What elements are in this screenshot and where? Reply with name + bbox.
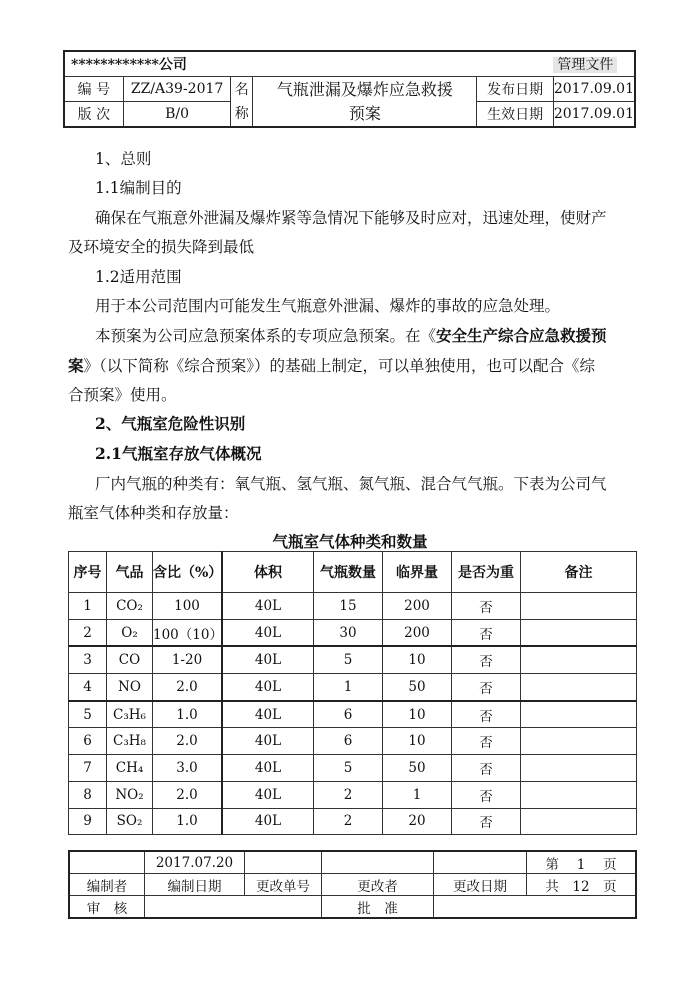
table-cell: 5 bbox=[69, 701, 107, 728]
name-label: 名称 bbox=[231, 77, 253, 128]
document-footer-table bbox=[68, 850, 637, 919]
gas-table-header: 含比（%） bbox=[153, 552, 223, 593]
paragraph-plan-line1: 本预案为公司应急预案体系的专项应急预案。在《安全生产综合应急救援预 bbox=[95, 326, 607, 345]
table-cell: 3.0 bbox=[153, 755, 223, 782]
table-cell: 2 bbox=[314, 808, 383, 835]
version-value: B/0 bbox=[123, 102, 231, 128]
table-cell: 50 bbox=[383, 674, 452, 701]
paragraph-gases-line1: 厂内气瓶的种类有：氧气瓶、氢气瓶、氮气瓶、混合气气瓶。下表为公司气 bbox=[95, 475, 607, 493]
approve-value bbox=[434, 896, 637, 919]
effective-date-label: 生效日期 bbox=[477, 102, 553, 128]
doc-type-label: 管理文件 bbox=[553, 57, 617, 73]
table-cell: 否 bbox=[452, 674, 521, 701]
publish-date: 2017.09.01 bbox=[553, 77, 635, 102]
table-cell: NO₂ bbox=[107, 781, 153, 808]
section-2-heading: 2、气瓶室危险性识别 bbox=[95, 414, 246, 433]
table-cell: 100 bbox=[153, 593, 223, 620]
company-name: ************公司 bbox=[64, 51, 553, 77]
table-row bbox=[69, 728, 637, 755]
table-cell bbox=[521, 674, 637, 701]
code-value: ZZ/A39-2017 bbox=[123, 77, 231, 102]
compile-date-label: 编制日期 bbox=[145, 874, 245, 896]
table-cell: 40L bbox=[222, 808, 314, 835]
table-cell: 6 bbox=[314, 701, 383, 728]
gas-table-header: 是否为重 bbox=[452, 552, 521, 593]
table-cell bbox=[521, 619, 637, 646]
table-cell: 3 bbox=[69, 646, 107, 673]
effective-date: 2017.09.01 bbox=[553, 102, 635, 128]
publish-date-label: 发布日期 bbox=[477, 77, 553, 102]
version-label: 版 次 bbox=[64, 102, 123, 128]
table-cell: CO bbox=[107, 646, 153, 673]
table-cell bbox=[521, 646, 637, 673]
paragraph-scope: 用于本公司范围内可能发生气瓶意外泄漏、爆炸的事故的应急处理。 bbox=[95, 297, 561, 315]
paragraph-gases-line2: 瓶室气体种类和存放量： bbox=[68, 504, 239, 522]
table-cell: 10 bbox=[383, 646, 452, 673]
table-cell: 2.0 bbox=[153, 728, 223, 755]
table-row bbox=[69, 593, 637, 620]
changer-label: 更改者 bbox=[322, 874, 434, 896]
table-cell: CO₂ bbox=[107, 593, 153, 620]
table-cell: 9 bbox=[69, 808, 107, 835]
paragraph-plan-line2: 案》（以下简称《综合预案》）的基础上制定，可以单独使用，也可以配合《综 bbox=[68, 356, 596, 375]
paragraph-plan-line3: 合预案》使用。 bbox=[68, 386, 177, 404]
review-label: 审 核 bbox=[69, 896, 145, 919]
referenced-plan-title: 安全生产综合应急救援预 bbox=[436, 326, 607, 345]
document-header-table bbox=[63, 50, 636, 128]
section-2-1-heading: 2.1气瓶室存放气体概况 bbox=[95, 444, 262, 463]
table-cell: 20 bbox=[383, 808, 452, 835]
table-cell: 否 bbox=[452, 755, 521, 782]
gas-table bbox=[68, 551, 637, 835]
table-cell: 1.0 bbox=[153, 808, 223, 835]
table-cell: 40L bbox=[222, 701, 314, 728]
page-current: 第 1 页 bbox=[527, 851, 637, 874]
table-cell: 2.0 bbox=[153, 781, 223, 808]
table-cell: NO bbox=[107, 674, 153, 701]
table-cell: 40L bbox=[222, 674, 314, 701]
table-cell: 否 bbox=[452, 619, 521, 646]
table-cell: 40L bbox=[222, 619, 314, 646]
table-cell: 1 bbox=[383, 781, 452, 808]
table-cell: 2 bbox=[69, 619, 107, 646]
table-cell: 否 bbox=[452, 781, 521, 808]
table-cell: O₂ bbox=[107, 619, 153, 646]
table-cell: 2.0 bbox=[153, 674, 223, 701]
gas-table-header: 备注 bbox=[521, 552, 637, 593]
table-cell: 6 bbox=[314, 728, 383, 755]
table-cell: 6 bbox=[69, 728, 107, 755]
table-cell: 200 bbox=[383, 593, 452, 620]
table-row bbox=[69, 619, 637, 646]
table-cell bbox=[521, 755, 637, 782]
table-cell bbox=[521, 808, 637, 835]
table-cell: 2 bbox=[314, 781, 383, 808]
change-date-label: 更改日期 bbox=[434, 874, 527, 896]
table-cell: 1.0 bbox=[153, 701, 223, 728]
table-cell bbox=[521, 781, 637, 808]
table-cell: 40L bbox=[222, 646, 314, 673]
table-cell: 15 bbox=[314, 593, 383, 620]
table-cell: 5 bbox=[314, 646, 383, 673]
table-cell: SO₂ bbox=[107, 808, 153, 835]
approve-label: 批 准 bbox=[322, 896, 434, 919]
gas-table-header: 临界量 bbox=[383, 552, 452, 593]
table-cell: C₃H₆ bbox=[107, 701, 153, 728]
table-cell bbox=[521, 701, 637, 728]
table-cell: 10 bbox=[383, 701, 452, 728]
table-row bbox=[69, 755, 637, 782]
table-cell: 1-20 bbox=[153, 646, 223, 673]
table-cell: C₃H₈ bbox=[107, 728, 153, 755]
gas-table-header: 序号 bbox=[69, 552, 107, 593]
table-row bbox=[69, 701, 637, 728]
table-cell: 否 bbox=[452, 593, 521, 620]
table-cell: 100（10） bbox=[153, 619, 223, 646]
table-cell: CH₄ bbox=[107, 755, 153, 782]
table-cell: 7 bbox=[69, 755, 107, 782]
table-cell bbox=[521, 593, 637, 620]
table-cell: 4 bbox=[69, 674, 107, 701]
table-cell: 40L bbox=[222, 781, 314, 808]
compile-date: 2017.07.20 bbox=[145, 851, 245, 874]
table-cell: 40L bbox=[222, 755, 314, 782]
table-cell: 1 bbox=[69, 593, 107, 620]
table-cell: 5 bbox=[314, 755, 383, 782]
gas-table-header: 气品 bbox=[107, 552, 153, 593]
review-value bbox=[145, 896, 322, 919]
gas-table-header: 气瓶数量 bbox=[314, 552, 383, 593]
compiler-label: 编制者 bbox=[69, 874, 145, 896]
table-cell: 50 bbox=[383, 755, 452, 782]
table-cell: 否 bbox=[452, 808, 521, 835]
table-cell: 否 bbox=[452, 646, 521, 673]
table-row bbox=[69, 674, 637, 701]
table-cell: 40L bbox=[222, 593, 314, 620]
table-row bbox=[69, 808, 637, 835]
paragraph-purpose-line2: 及环境安全的损失降到最低 bbox=[68, 238, 255, 256]
code-label: 编 号 bbox=[64, 77, 123, 102]
table-cell: 30 bbox=[314, 619, 383, 646]
page-total: 共 12 页 bbox=[527, 874, 637, 896]
table-row bbox=[69, 781, 637, 808]
change-number-label: 更改单号 bbox=[245, 874, 322, 896]
document-title: 气瓶泄漏及爆炸应急救援预案 bbox=[253, 77, 477, 128]
table-row bbox=[69, 646, 637, 673]
table-cell: 8 bbox=[69, 781, 107, 808]
table-cell: 200 bbox=[383, 619, 452, 646]
table-cell: 1 bbox=[314, 674, 383, 701]
table-cell: 10 bbox=[383, 728, 452, 755]
gas-table-header: 体积 bbox=[222, 552, 314, 593]
table-cell: 否 bbox=[452, 728, 521, 755]
section-1-1-heading: 1.1编制目的 bbox=[95, 179, 182, 197]
section-1-2-heading: 1.2适用范围 bbox=[95, 268, 182, 286]
section-1-heading: 1、总则 bbox=[95, 150, 152, 168]
gas-table-title: 气瓶室气体种类和数量 bbox=[272, 532, 428, 551]
table-cell: 否 bbox=[452, 701, 521, 728]
table-cell bbox=[521, 728, 637, 755]
paragraph-purpose-line1: 确保在气瓶意外泄漏及爆炸紧等急情况下能够及时应对，迅速处理，使财产 bbox=[95, 209, 607, 227]
table-cell: 40L bbox=[222, 728, 314, 755]
